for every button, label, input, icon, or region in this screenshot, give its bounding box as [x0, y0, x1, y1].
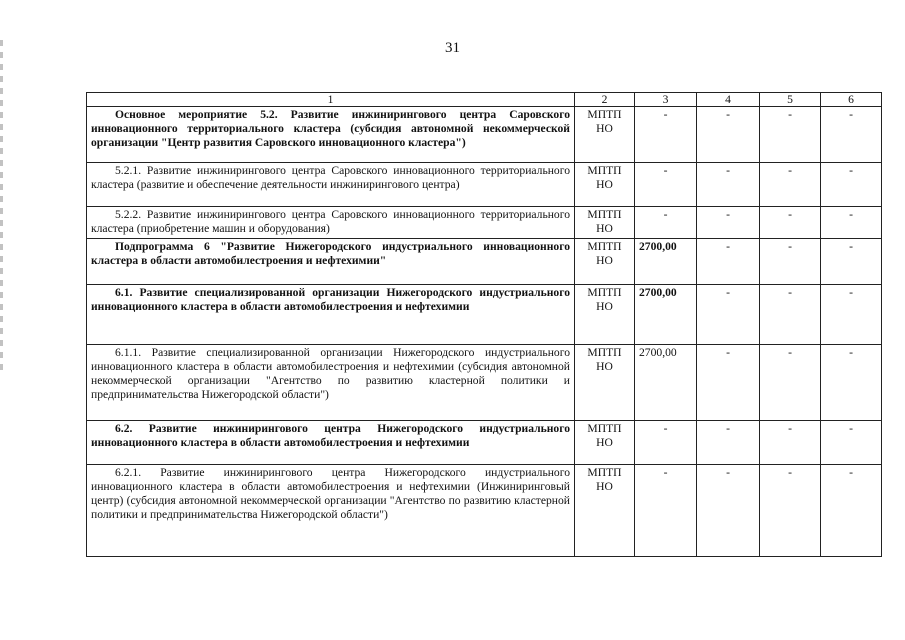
table-row — [87, 345, 882, 421]
table-row — [87, 239, 882, 285]
row-value-col4: - — [697, 107, 760, 163]
row-description: Подпрограмма 6 "Развитие Нижегородского индустриального инновационного кластера в области автомобилестроения и нефтехимии" — [87, 239, 575, 285]
column-header-4: 4 — [697, 93, 760, 107]
table-row — [87, 207, 882, 239]
row-value-col3: - — [635, 107, 697, 163]
row-value-col3: - — [635, 465, 697, 557]
row-value-col6: - — [821, 239, 882, 285]
row-description: 6.2. Развитие инжинирингового центра Нижегородского индустриального инновационного кластера в области автомобилестроения и нефтехимии — [87, 421, 575, 465]
row-value-col5: - — [760, 421, 821, 465]
table-row — [87, 421, 882, 465]
row-value-col4: - — [697, 239, 760, 285]
row-value-col5: - — [760, 285, 821, 345]
column-header-5: 5 — [760, 93, 821, 107]
row-value-col6: - — [821, 421, 882, 465]
row-value-col4: - — [697, 285, 760, 345]
column-header-1: 1 — [87, 93, 575, 107]
row-value-col3: 2700,00 — [635, 239, 697, 285]
row-value-col6: - — [821, 345, 882, 421]
row-value-col5: - — [760, 207, 821, 239]
row-value-col5: - — [760, 465, 821, 557]
row-value-col4: - — [697, 207, 760, 239]
row-value-col5: - — [760, 239, 821, 285]
row-value-col4: - — [697, 465, 760, 557]
row-value-col5: - — [760, 163, 821, 207]
table-row — [87, 163, 882, 207]
row-value-col3: - — [635, 163, 697, 207]
row-value-col6: - — [821, 465, 882, 557]
row-responsible: МПТП НО — [575, 421, 635, 465]
scan-edge-mark — [0, 40, 3, 370]
row-responsible: МПТП НО — [575, 207, 635, 239]
row-description: 5.2.2. Развитие инжинирингового центра Саровского инновационного территориального кластера (приобретение машин и оборудования) — [87, 207, 575, 239]
row-responsible: МПТП НО — [575, 465, 635, 557]
table-row — [87, 107, 882, 163]
row-description: 6.1.1. Развитие специализированной организации Нижегородского индустриального инновационного кластера в области автомобилестроения и нефтехимии (субсидия автономной некоммерческой организации "Агентство по развитию кластерной политики и предпринимательства Нижегородской области") — [87, 345, 575, 421]
row-description: 5.2.1. Развитие инжинирингового центра Саровского инновационного территориального кластера (развитие и обеспечение деятельности инжинирингового центра) — [87, 163, 575, 207]
column-header-3: 3 — [635, 93, 697, 107]
page-number: 31 — [445, 40, 460, 56]
column-header-6: 6 — [821, 93, 882, 107]
column-header-2: 2 — [575, 93, 635, 107]
row-value-col3: - — [635, 207, 697, 239]
row-responsible: МПТП НО — [575, 163, 635, 207]
row-value-col6: - — [821, 207, 882, 239]
row-description: 6.1. Развитие специализированной организации Нижегородского индустриального инновационного кластера в области автомобилестроения и нефтехимии — [87, 285, 575, 345]
row-value-col5: - — [760, 107, 821, 163]
row-value-col4: - — [697, 421, 760, 465]
row-value-col3: - — [635, 421, 697, 465]
budget-table — [86, 92, 882, 557]
row-responsible: МПТП НО — [575, 345, 635, 421]
table-header-row — [87, 93, 882, 107]
row-description: 6.2.1. Развитие инжинирингового центра Нижегородского индустриального инновационного кластера в области автомобилестроения и нефтехимии (Инжиниринговый центр) (субсидия автономной некоммерческой организации "Агентство по развитию кластерной политики и предпринимательства Нижегородской области") — [87, 465, 575, 557]
row-value-col3: 2700,00 — [635, 345, 697, 421]
row-value-col4: - — [697, 345, 760, 421]
row-description: Основное мероприятие 5.2. Развитие инжинирингового центра Саровского инновационного территориального кластера (субсидия автономной некоммерческой организации "Центр развития Саровского инновационного кластера") — [87, 107, 575, 163]
row-responsible: МПТП НО — [575, 239, 635, 285]
table-row — [87, 285, 882, 345]
row-value-col6: - — [821, 285, 882, 345]
row-responsible: МПТП НО — [575, 107, 635, 163]
row-responsible: МПТП НО — [575, 285, 635, 345]
row-value-col3: 2700,00 — [635, 285, 697, 345]
row-value-col4: - — [697, 163, 760, 207]
row-value-col5: - — [760, 345, 821, 421]
row-value-col6: - — [821, 163, 882, 207]
table-row — [87, 465, 882, 557]
row-value-col6: - — [821, 107, 882, 163]
